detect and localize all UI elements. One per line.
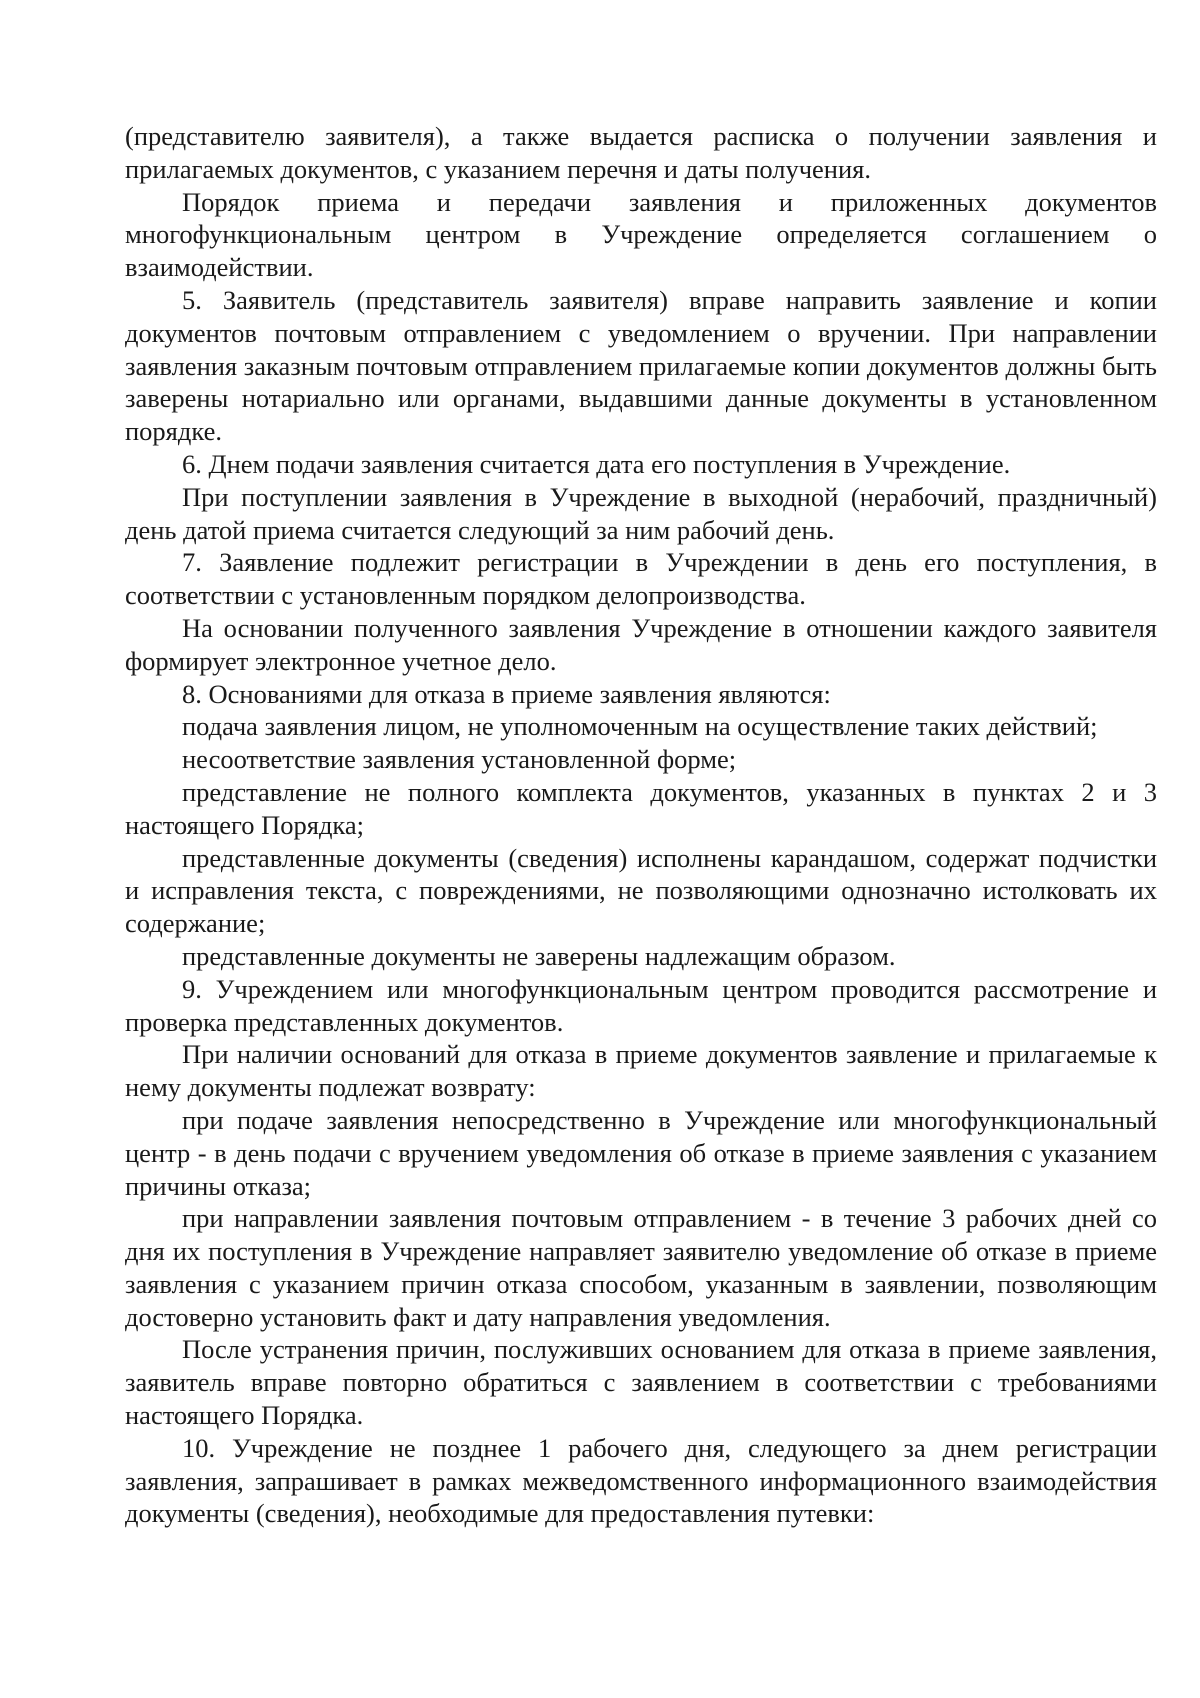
paragraph: при направлении заявления почтовым отправлением - в течение 3 рабочих дней со дня их поступления в Учреждение направляет заявителю уведомление об отказе в приеме заявления с указанием причин отказа способом, указанным в заявлении, позволяющим достоверно установить факт и дату направления уведомления. bbox=[125, 1203, 1157, 1332]
paragraph: несоответствие заявления установленной форме; bbox=[182, 744, 737, 775]
paragraph: представленные документы (сведения) исполнены карандашом, содержат подчистки и исправления текста, с повреждениями, не позволяющими однозначно истолковать их содержание; bbox=[125, 842, 1157, 939]
paragraph: На основании полученного заявления Учреждение в отношении каждого заявителя формирует электронное учетное дело. bbox=[125, 612, 1157, 676]
paragraph: при подаче заявления непосредственно в Учреждение или многофункциональный центр - в день подачи с вручением уведомления об отказе в приеме заявления с указанием причины отказа; bbox=[125, 1104, 1157, 1201]
paragraph: 10. Учреждение не позднее 1 рабочего дня, следующего за днем регистрации заявления, запрашивает в рамках межведомственного информационного взаимодействия документы (сведения), необходимые для предоставления путевки: bbox=[125, 1432, 1157, 1529]
document-body bbox=[125, 120, 1157, 1530]
paragraph: При поступлении заявления в Учреждение в выходной (нерабочий, праздничный) день датой приема считается следующий за ним рабочий день. bbox=[125, 481, 1157, 545]
paragraph: После устранения причин, послуживших основанием для отказа в приеме заявления, заявитель вправе повторно обратиться с заявлением в соответствии с требованиями настоящего Порядка. bbox=[125, 1334, 1157, 1431]
paragraph: представленные документы не заверены надлежащим образом. bbox=[182, 940, 896, 971]
paragraph: 6. Днем подачи заявления считается дата его поступления в Учреждение. bbox=[182, 448, 1011, 479]
paragraph: 9. Учреждением или многофункциональным центром проводится рассмотрение и проверка представленных документов. bbox=[125, 973, 1157, 1037]
paragraph: представление не полного комплекта документов, указанных в пунктах 2 и 3 настоящего Порядка; bbox=[125, 776, 1157, 840]
paragraph: 7. Заявление подлежит регистрации в Учреждении в день его поступления, в соответствии с установленным порядком делопроизводства. bbox=[125, 547, 1157, 611]
paragraph: 8. Основаниями для отказа в приеме заявления являются: bbox=[182, 678, 831, 709]
paragraph: При наличии оснований для отказа в приеме документов заявление и прилагаемые к нему документы подлежат возврату: bbox=[125, 1039, 1157, 1103]
paragraph: (представителю заявителя), а также выдается расписка о получении заявления и прилагаемых документов, с указанием перечня и даты получения. bbox=[125, 121, 1157, 184]
paragraph: Порядок приема и передачи заявления и приложенных документов многофункциональным центром в Учреждение определяется соглашением о взаимодействии. bbox=[125, 186, 1157, 283]
paragraph: подача заявления лицом, не уполномоченным на осуществление таких действий; bbox=[182, 711, 1098, 742]
paragraph: 5. Заявитель (представитель заявителя) вправе направить заявление и копии документов почтовым отправлением с уведомлением о вручении. При направлении заявления заказным почтовым отправлением прилагаемые копии документов должны быть заверены нотариально или органами, выдавшими данные документы в установленном порядке. bbox=[125, 284, 1157, 447]
